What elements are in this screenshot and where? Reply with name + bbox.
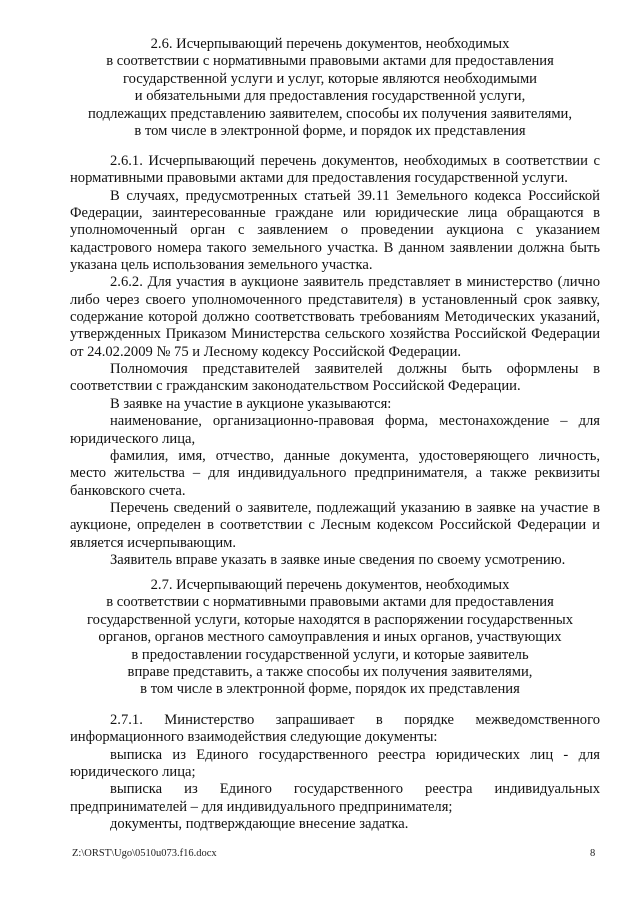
heading-line: в том числе в электронной форме, и порядок их представления: [134, 123, 526, 140]
paragraph: 2.6.2. Для участия в аукционе заявитель представляет в министерство (лично либо через своего уполномоченного представителя) в установленный срок заявку, содержание которой должно соответствовать требованиям Методических указаний, утвержденных Приказом Министерства сельского хозяйства Российской Федерации от 24.02.2009 № 75 и Лесному кодексу Российской Федерации.: [70, 274, 600, 360]
heading-line: вправе представить, а также способы их получения заявителями,: [127, 664, 533, 681]
heading-line: в том числе в электронной форме, порядок их представления: [140, 681, 520, 698]
heading-line: в соответствии с нормативными правовыми актами для предоставления: [106, 53, 554, 70]
paragraph: 2.6.1. Исчерпывающий перечень документов, необходимых в соответствии с нормативными правовыми актами для предоставления государственной услуги.: [70, 153, 600, 187]
paragraph: В случаях, предусмотренных статьей 39.11 Земельного кодекса Российской Федерации, заинтересованные граждане или юридические лица обращаются в уполномоченный орган с заявлением о проведении аукциона с указанием кадастрового номера такого земельного участка. В данном заявлении должна быть указана цель использования земельного участка.: [70, 187, 600, 274]
paragraph: Перечень сведений о заявителе, подлежащий указанию в заявке на участие в аукционе, определен в соответствии с Лесным кодексом Российской Федерации и является исчерпывающим.: [70, 499, 600, 551]
paragraph: 2.7.1. Министерство запрашивает в порядке межведомственного информационного взаимодействия следующие документы:: [70, 712, 600, 746]
paragraph: фамилия, имя, отчество, данные документа, удостоверяющего личность, место жительства – для индивидуального предпринимателя, а также реквизиты банковского счета.: [70, 447, 600, 499]
heading-line: государственной услуги, которые находятся в распоряжении государственных: [86, 611, 574, 628]
page-number: 8: [590, 848, 596, 859]
section-2-7-heading: [60, 577, 600, 699]
paragraph: Полномочия представителей заявителей должны быть оформлены в соответствии с гражданским законодательством Российской Федерации.: [70, 361, 600, 395]
paragraph: выписка из Единого государственного реестра индивидуальных предпринимателей – для индивидуального предпринимателя;: [70, 781, 600, 815]
heading-line: 2.7. Исчерпывающий перечень документов, необходимых: [150, 577, 510, 593]
heading-line: государственной услуги и услуг, которые являются необходимыми: [123, 70, 537, 87]
heading-line: в соответствии с нормативными правовыми актами для предоставления: [106, 594, 554, 611]
paragraph: документы, подтверждающие внесение задатка.: [110, 816, 409, 833]
heading-line: подлежащих представлению заявителем, способы их получения заявителями,: [87, 105, 573, 122]
section-2-7-body: [70, 712, 600, 833]
footer-file-path: Z:\ORST\Ugo\0510u073.f16.docx: [72, 848, 217, 859]
section-2-6-body: [70, 153, 600, 569]
heading-line: и обязательными для предоставления государственной услуги,: [134, 88, 526, 105]
paragraph: Заявитель вправе указать в заявке иные сведения по своему усмотрению.: [110, 551, 566, 568]
paragraph: выписка из Единого государственного реестра юридических лиц - для юридического лица;: [70, 746, 600, 781]
paragraph: В заявке на участие в аукционе указываются:: [110, 395, 392, 412]
heading-line: 2.6. Исчерпывающий перечень документов, необходимых: [150, 36, 510, 52]
paragraph: наименование, организационно-правовая форма, местонахождение – для юридического лица,: [70, 413, 600, 447]
heading-line: органов, органов местного самоуправления и иных органов, участвующих: [98, 629, 562, 646]
section-2-6-heading: [60, 36, 600, 140]
heading-line: в предоставлении государственной услуги, и которые заявитель: [131, 646, 529, 663]
